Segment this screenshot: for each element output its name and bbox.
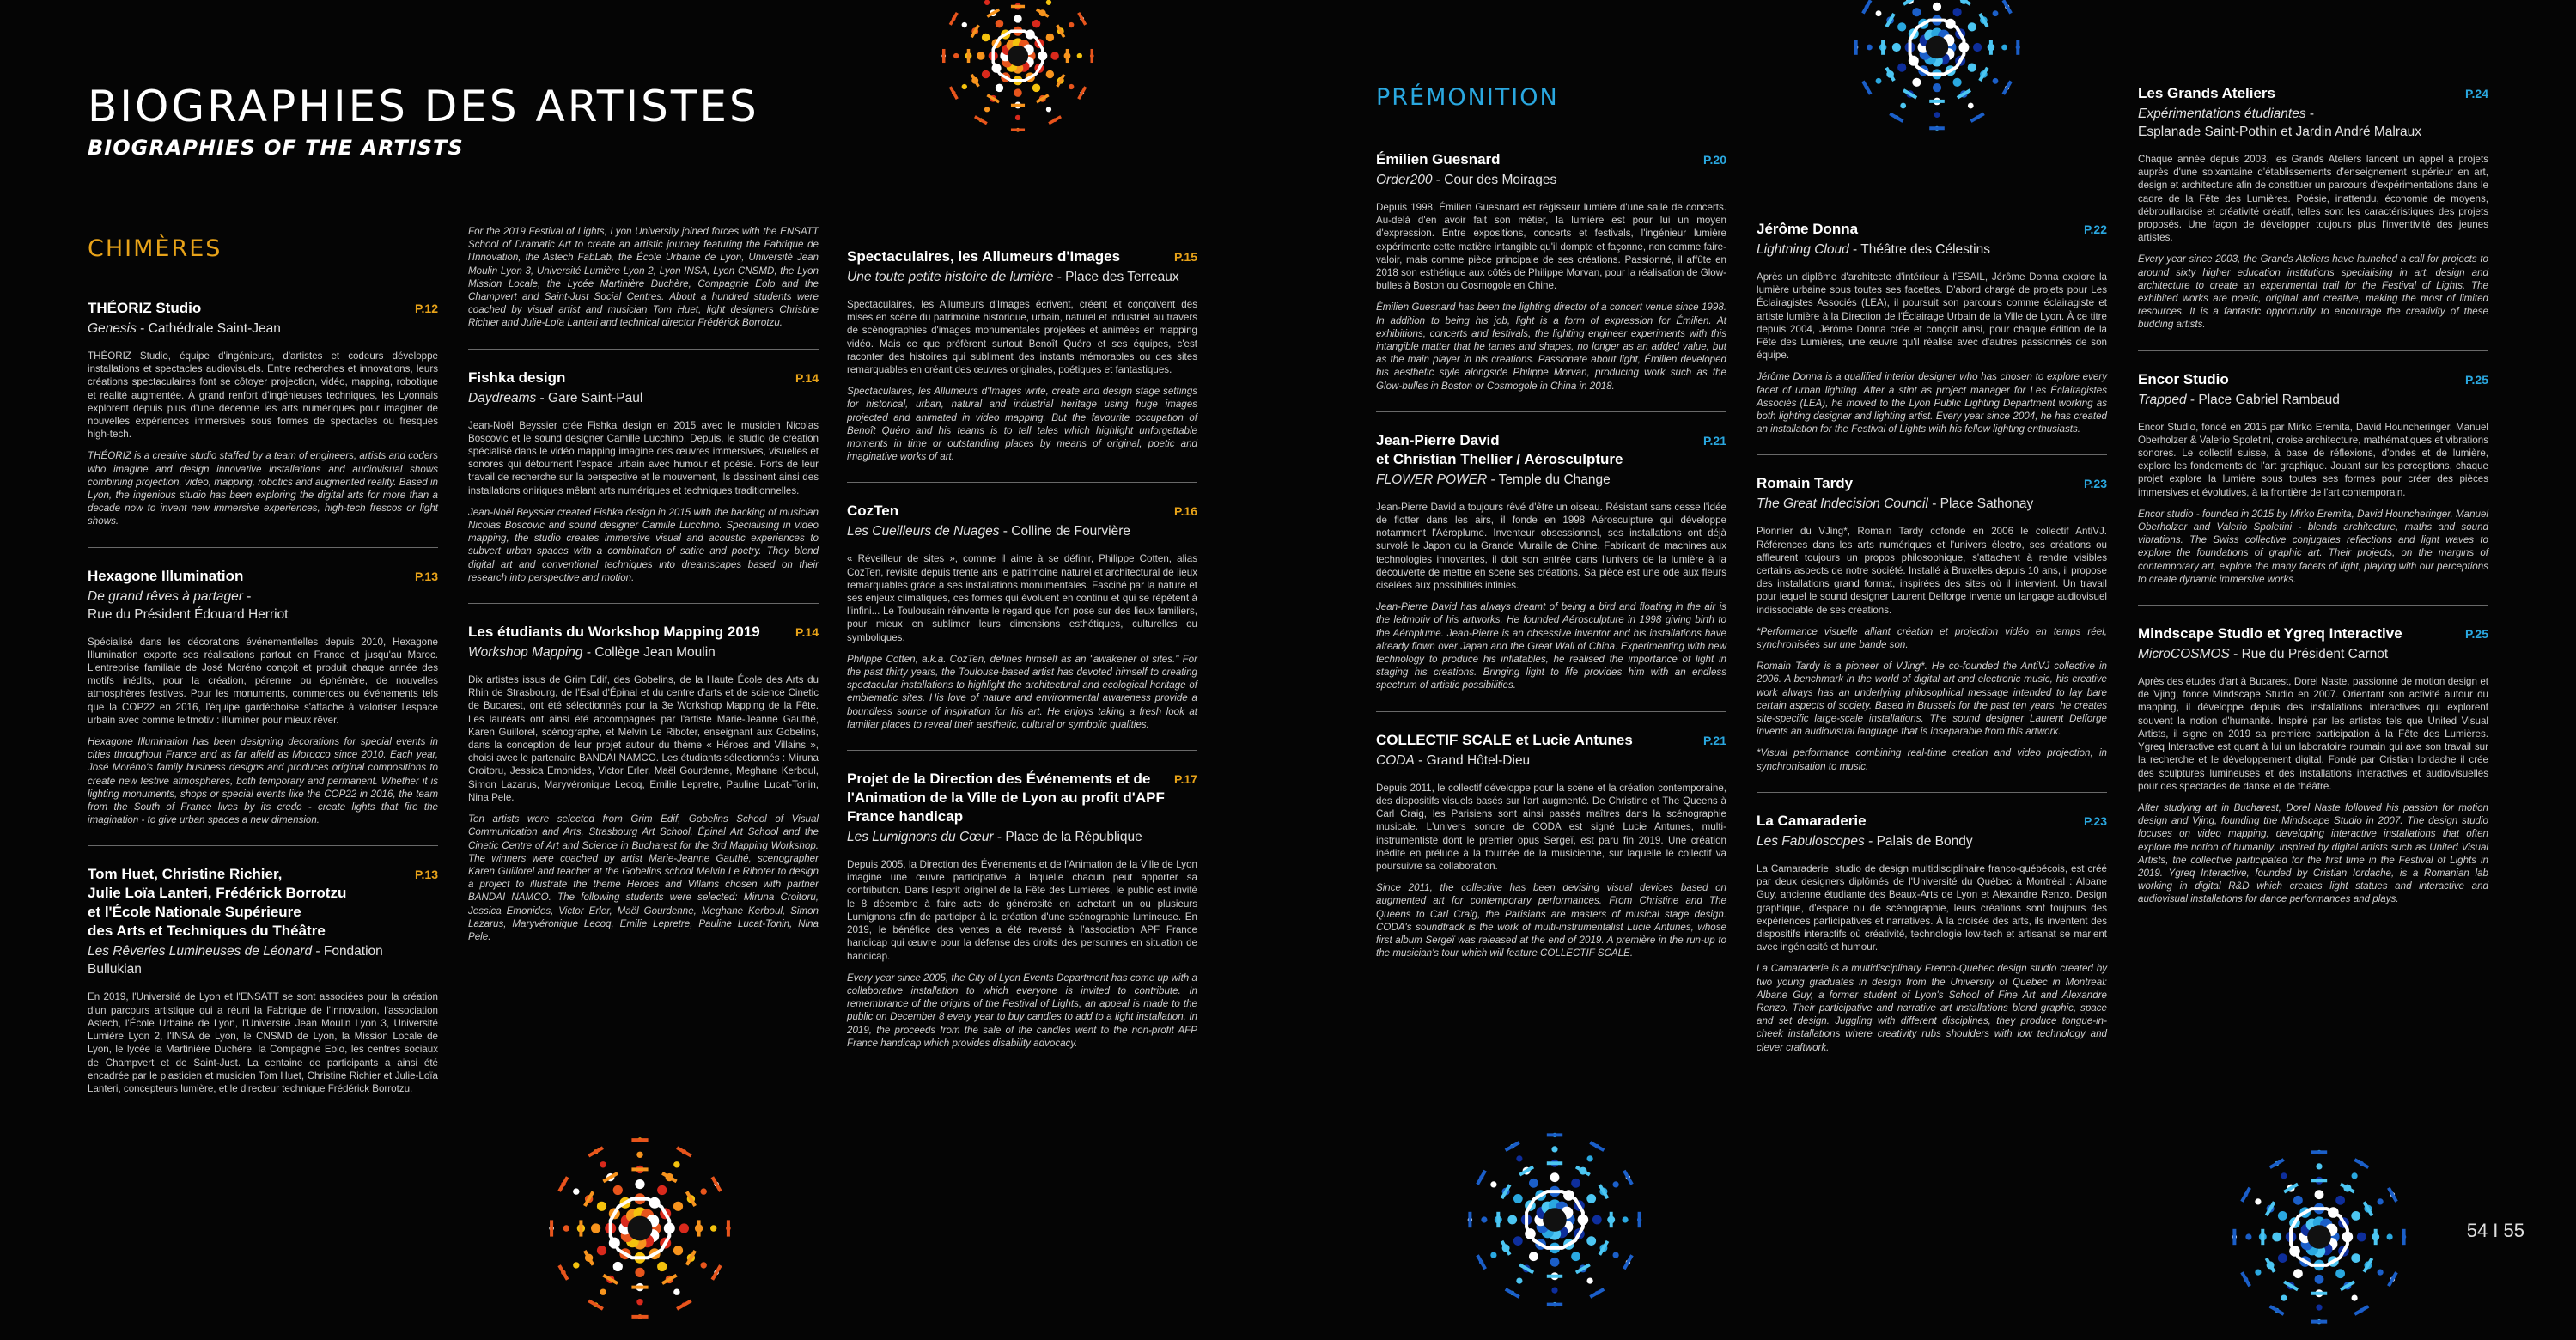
artist-entry — [1376, 711, 1726, 960]
entry-header — [1757, 220, 2107, 239]
artist-entry — [847, 482, 1197, 731]
artist-entry — [468, 349, 819, 584]
artist-name: Hexagone Illumination — [88, 567, 244, 584]
artwork-place: - Palais de Bondy — [1864, 833, 1973, 849]
bio-english: Ten artists were selected from Grim Edif, Gobelins School of Visual Communication and Arts, Strasbourg Art School, Épinal Art School and the Cinetic Centre of Art and Science in Bucharest for the 3rd Mapping Workshop. The winners were coached by artist Marie-Jeanne Gauthé, scenographer Karen Guillorel and teacher at the Gobelins school Melvin Le Riboter to design a project to illustrate the theme Heroes and Villains chosen with partner BANDAI NAMCO. The following students were selected: Miruna Croitoru, Jessica Emonides, Victor Erler, Maël Gourdenne, Meghane Kerboul, Simon Lazarus, Maryvéronique Lecoq, Emilie Lepretre, Pauline Lucat-Tonin, Nina Pele. — [468, 813, 819, 942]
section-title-premonition: PRÉMONITION — [1376, 84, 1559, 111]
artist-entry — [468, 225, 819, 330]
page-reference: P.25 — [2465, 627, 2488, 642]
artwork-place: - Place Sathonay — [1927, 496, 2034, 512]
artist-name: Mindscape Studio et Ygreq Interactive — [2138, 625, 2402, 643]
artwork-place: - Rue du Président Édouard Herriot — [88, 588, 289, 622]
artist-entry — [1757, 792, 2107, 1054]
artist-entry — [88, 299, 438, 528]
artwork-title: Workshop Mapping — [468, 645, 583, 661]
bio-french: Depuis 2005, la Direction des Événements et de l'Animation de la Ville de Lyon imagine une œuvre participative à laquelle chacun peut apporter sa contribution. Dans l'esprit originel de la Fête des Lumières, le public est invité le 8 décembre à faire acte de générosité en achetant un ou plusieurs Lumignons afin de participer à la création d'une scénographie lumineuse. En 2019, le bénéfice des ventes a été reversé à l'association APF France handicap qui œuvre pour la défense des droits des personnes en situation de handicap. — [847, 859, 1197, 962]
bio-french: Dix artistes issus de Grim Edif, des Gobelins, de la Haute École des Arts du Rhin de Strasbourg, de l'Esal d'Épinal et du centre d'arts et de science Cinetic de Bucarest, ont été sélectionnés pour la 3e Workshop Mapping de la Fête. Les lauréats ont ainsi été accompagnés par l'artiste Marie-Jeanne Gauthé, Karen Guillorel, scénographe, et Melvin Le Riboter, enseignant aux Gobelins, dans la conception de leur projet autour du thème « Héroes and Villains », choisi avec le partenaire BANDAI NAMCO. Les étudiants sélectionnés : Miruna Croitoru, Jessica Emonides, Victor Erler, Maël Gourdenne, Meghane Kerboul, Simon Lazarus, Maryvéronique Lecoq, Emilie Lepretre, Pauline Lucat-Tonin, Nina Pele. — [468, 674, 819, 803]
page-reference: P.24 — [2465, 87, 2488, 100]
artist-entry — [468, 603, 819, 943]
entry-header — [1376, 150, 1726, 169]
artist-entry — [2138, 84, 2488, 332]
artwork-title: Les Fabuloscopes — [1757, 833, 1865, 849]
artwork-title: Trapped — [2138, 392, 2187, 407]
page-reference: P.14 — [795, 625, 819, 640]
page-reference: P.16 — [1174, 504, 1197, 519]
artwork-place: - Rue du Président Carnot — [2229, 647, 2389, 662]
entry-header — [847, 502, 1197, 521]
artist-name: Tom Huet, Christine Richier, Julie Loïa Lanteri, Frédérick Borrotzu et l'École Nationale Supérieure des Arts et Techniques du Théâtre — [88, 866, 347, 940]
entry-header — [847, 770, 1197, 826]
snowflake-blue-bottom-right — [2216, 1134, 2422, 1340]
entry-header — [1376, 731, 1726, 750]
page-reference: P.23 — [2084, 477, 2107, 491]
artwork-title: Daydreams — [468, 390, 537, 405]
artwork-location — [847, 268, 1197, 286]
artist-name: Spectaculaires, les Allumeurs d'Images — [847, 248, 1121, 265]
artwork-place: - Place des Terreaux — [1053, 270, 1179, 284]
artist-name: Jérôme Donna — [1757, 221, 1859, 237]
section-title-chimeres: CHIMÈRES — [88, 235, 222, 262]
column-5 — [1757, 220, 2107, 1073]
entry-header — [88, 567, 438, 586]
column-4 — [1376, 150, 1726, 978]
entry-header — [88, 299, 438, 318]
snowflake-blue-bottom — [1452, 1117, 1658, 1323]
bio-english: Émilien Guesnard has been the lighting director of a concert venue since 1998. In addition to being his job, light is a form of expression for Émilien. At exhibitions, concerts and festivals, the lighting engineer experiments with this intangible matter that he tames and shapes, no longer as an added value, but as the main player in his creations. Passionate about light, Émilien developed his aesthetic style alongside Philippe Morvan, producing work such as the Glow-bulles in Boston or Cosmogole in China in 2018. — [1376, 302, 1726, 392]
snowflake-orange-top — [915, 0, 1121, 146]
page-reference: P.23 — [2084, 813, 2107, 828]
page-number: 54 I 55 — [2466, 1220, 2524, 1241]
artist-name: La Camaraderie — [1757, 812, 1867, 829]
bio-english: THÉORIZ is a creative studio staffed by a team of engineers, artists and coders who imagine and design innovative installations and audiovisual shows combining projection, video, mapping, robotics and augmented reality. Based in Lyon, the ingenious studio has been exploring the digital arts for more than a decade now to invent new immersive experiences, high-tech frescos or light shows. — [88, 450, 438, 527]
artwork-location — [88, 942, 438, 978]
footnote-english: *Visual performance combining real-time creation and video projection, in synchronisation to music. — [1757, 747, 2107, 772]
artwork-title: Les Lumignons du Cœur — [847, 830, 994, 845]
entry-header — [468, 623, 819, 642]
snowflake-orange-bottom — [533, 1121, 747, 1336]
entry-header — [1757, 812, 2107, 831]
artist-name: Jean-Pierre David et Christian Thellier / Aérosculpture — [1376, 431, 1623, 467]
snowflake-blue-top — [1838, 0, 2036, 146]
artist-entry — [1757, 220, 2107, 436]
artist-entry — [847, 750, 1197, 1050]
bio-french: Jean-Pierre David a toujours rêvé d'être un oiseau. Résistant sans cesse l'idée de flotter dans les airs, il fonde en 1998 Aérosculpture qui développe notamment l'Aéroplume. Inventeur obsessionnel, ses installations ont déjà survolé le Japon ou la Grande Muraille de Chine. Fabricant de machines aux technologies innovantes, il doit son entrée dans l'univers de la lumière à la découverte de mettre en scène ses créations. Sa pièce est une ode aux fleurs ciselées aux possibilités infinies. — [1376, 501, 1726, 592]
artwork-location — [2138, 105, 2488, 141]
artist-entry — [1757, 454, 2107, 772]
bio-english: After studying art in Bucharest, Dorel Naste followed his passion for motion design and Vjing, founding the Mindscape Studio in 2007. The design studio focuses on video mapping, developing interactive installations that often explore the notion of humanity. Inspired by digital artists such as United Visual Artists, the collective participated for the first time in the Festival of Lights in 2019. Ygreq Interactive, founded by Cristian Iordache, is a Romanian lab working in digital R&D which creates light statues and interactive and audiovisual installations for dance performances and plays. — [2138, 801, 2488, 905]
artwork-location — [1757, 495, 2107, 513]
bio-french: Chaque année depuis 2003, les Grands Ateliers lancent un appel à projets auprès d'une soixantaine d'établissements d'enseignement supérieur en art, design et architecture afin de constituer un parcours d'expérimentations dans le cadre de la Fête des Lumières. Poésie, inattendu, économie de moyens, débrouillardise et créativité créatif, telles sont les caractéristiques des projets proposés. Une façon de développer toujours plus l'inventivité des jeunes artistes. — [2138, 154, 2488, 244]
artwork-title: Order200 — [1376, 173, 1433, 187]
bio-english: Hexagone Illumination has been designing decorations for special events in cities throughout France and as far afield as Morocco since 2010. Each year, José Moréno's family business designs and produces original compositions to create new festive atmospheres, both temporary and permanent. Whether it is lighting monuments, shops or special events like the COP22 in 2016, the team from the South of France lives by its credo - create lights that fire the imagination - to give urban spaces a new dimension. — [88, 736, 438, 826]
artist-name: CozTen — [847, 502, 899, 520]
artwork-location — [1376, 171, 1726, 189]
page-reference: P.12 — [415, 302, 438, 315]
artwork-place: - Collège Jean Moulin — [582, 645, 716, 661]
artist-name: Projet de la Direction des Événements et de l'Animation de la Ville de Lyon au profit d'APF France handicap — [847, 770, 1165, 825]
artwork-place: - Place Gabriel Rambaud — [2186, 392, 2340, 407]
artist-entry — [2138, 605, 2488, 905]
bio-french: La Camaraderie, studio de design multidisciplinaire franco-québécois, est créé par deux designers diplômés de l'Université du Québec à Montréal : Albane Guy, ancienne étudiante des Beaux-Arts de Lyon et Alexandre Renzo. Design graphique, d'espace ou de scénographie, leurs créations sont toujours des expériences participatives et narratives. À la croisée des arts, ils inventent des dispositifs interactifs où créativité, technologie low-tech et artisanat se marient avec ingéniosité et humour. — [1757, 862, 2107, 953]
artist-name: Les Grands Ateliers — [2138, 85, 2275, 101]
bio-english: Encor studio - founded in 2015 by Mirko Eremita, David Houncheringer, Manuel Oberholzer and Valerio Spoletini - blends architecture, maths and sound vibrations. The Swiss collective conjugates reflections and light waves to explore the foundations of graphic art. Their projects, on the margins of contemporary art, explore the many facets of light, playing with our perceptions to create dynamic immersive works. — [2138, 508, 2488, 585]
artwork-title: Les Cueilleurs de Nuages — [847, 524, 1000, 539]
artist-entry — [1376, 150, 1726, 393]
artist-name: Les étudiants du Workshop Mapping 2019 — [468, 624, 760, 641]
page-reference: P.22 — [2084, 222, 2107, 236]
page-reference: P.14 — [795, 370, 819, 385]
artwork-title: De grand rêves à partager — [88, 588, 243, 604]
bio-english: La Camaraderie is a multidisciplinary French-Quebec design studio created by two young graduates in design from the University of Quebec in Montreal: Albane Guy, a former student of Lyon's School of Fine Art and Alexandre Renzo. Their participative and narrative art installations blend graphic, space and set design. Juggling with different disciplines, they produce tongue-in-cheek installations where creativity rubs shoulders with low technology and clever craftwork. — [1757, 963, 2107, 1053]
footnote-french: *Performance visuelle alliant création et projection vidéo en temps réel, synchronisées sur une bande son. — [1757, 625, 2107, 651]
bio-english: Jean-Pierre David has always dreamt of being a bird and floating in the air is the leitmotiv of his artworks. He founded Aérosculpture in 1998 giving birth to the Aéroplume. Jean-Pierre is an obsessive inventor and his installations have already flown over Japan and the Great Wall of China. Experimenting with new technology to produce his inflatables, he realised the importance of light in staging his creations. Bringing light to life provides him with an endless spectrum of artistic possibilities. — [1376, 601, 1726, 691]
artwork-location — [1757, 832, 2107, 850]
artwork-place: - Gare Saint-Paul — [536, 390, 643, 405]
bio-english: For the 2019 Festival of Lights, Lyon University joined forces with the ENSATT School of Dramatic Art to create an artistic journey featuring the Fabrique de l'Innovation, the Astech FabLab, the École Urbaine de Lyon, Université Jean Moulin Lyon 3, Université Lumière Lyon 2, Lyon INSA, Lyon CNSMD, the Lyon Mission Locale, the Lycée Martinière Duchère, Compagnie Eolo and the Champvert and Saint-Just Social Centres. About a hundred students were coached by visual artist and musician Tom Huet, light designers Christine Richier and Julie-Loïa Lanteri and technical director Frédérick Borrotzu. — [468, 226, 819, 329]
entry-header — [2138, 624, 2488, 643]
bio-french: Après des études d'art à Bucarest, Dorel Naste, passionné de motion design et de Vjing, fonde Mindscape Studio en 2007. Orientant son activité autour du mapping, il développe depuis des installations interactives qui explorent souvent la notion d'humanité. Inspiré par les artistes tels que United Visual Artists, il signe en 2019 sa première participation à la Fête des Lumières. Ygreq Interactive est quant à lui un laboratoire roumain qui axe son travail sur la recherche et le développement digital. Fondé par Cristian Iordache il crée des sculptures lumineuses et des installations interactives et audiovisuelles pour des spectacles de danse et de théâtre. — [2138, 676, 2488, 792]
entry-header — [88, 865, 438, 941]
page-subtitle: BIOGRAPHIES OF THE ARTISTS — [88, 136, 464, 160]
artwork-location — [88, 588, 438, 624]
artwork-place: - Esplanade Saint-Pothin et Jardin André Malraux — [2138, 107, 2422, 139]
page-title: BIOGRAPHIES DES ARTISTES — [88, 82, 759, 131]
bio-french: Depuis 2011, le collectif développe pour la scène et la création contemporaine, des dispositifs visuels basés sur l'art augmenté. De Christine et The Queens à Carl Craig, les Parisiens sont ainsi passés maîtres dans la scénographie musicale. L'univers sonore de CODA est signé Lucie Antunes, multi-instrumentiste dont le premier opus Sergeï, est paru fin 2019. Une création inédite en prélude à la tournée de la musicienne, sur laquelle le collectif va poursuivre sa collaboration. — [1376, 782, 1726, 872]
artist-name: Encor Studio — [2138, 370, 2229, 387]
artwork-title: Les Rêveries Lumineuses de Léonard — [88, 944, 313, 959]
artwork-place: - Théâtre des Célestins — [1848, 242, 1990, 257]
bio-french: Jean-Noël Beyssier crée Fishka design en 2015 avec le musicien Nicolas Boscovic et le sound designer Camille Lucchino. Depuis, le studio de création spécialisé dans le vidéo mapping imagine des œuvres immersives, visuelles et sonores qui détournent l'espace urbain avec humour et poésie. Forts de leur travail de recherche sur la perspective et le mouvement, ils dessinent ainsi des installations oniriques mêlant arts numériques et techniques traditionnelles. — [468, 419, 819, 496]
entry-header — [1376, 431, 1726, 469]
bio-english: Every year since 2005, the City of Lyon Events Department has come up with a collaborative installation to which everyone is invited to contribute. In remembrance of the origins of the Festival of Lights, an appeal is made to the public on December 8 every year to buy candles to add to a light installation. In 2019, the proceeds from the sale of the candles went to the non-profit AFP France handicap which provides disability advocacy. — [847, 971, 1197, 1049]
artist-entry — [88, 845, 438, 1095]
artwork-title: Lightning Cloud — [1757, 242, 1849, 257]
page-reference: P.13 — [415, 868, 438, 882]
artwork-place: - Cathédrale Saint-Jean — [136, 321, 281, 336]
bio-french: Après un diplôme d'architecte d'intérieur à l'ESAIL, Jérôme Donna explore la lumière urbaine sous toutes ses facettes. D'abord chargé de projets pour Les Éclairagistes Associés (LEA), il poursuit son parcours comme éclairagiste et artiste lumière à la Direction de l'Éclairage Urbain de la Ville de Lyon. À ce titre depuis 2004, Jérôme Donna crée et conçoit ainsi, pour chaque édition de la Fête des Lumières, une œuvre qu'il réalise avec d'autres passionnés de son équipe. — [1757, 271, 2107, 362]
entry-header — [2138, 370, 2488, 389]
entry-header — [1757, 474, 2107, 493]
artwork-location — [1757, 241, 2107, 259]
bio-english: Jérôme Donna is a qualified interior designer who has chosen to explore every facet of urban lighting. After a stint as project manager for Les Éclairagistes Associés (LEA), he moved to the Lyon Public Lighting Department working as both lighting designer and lighting artist. Every year since 2004, he has created an installation for the Festival of Lights with his fellow lighting enthusiasts. — [1757, 371, 2107, 436]
bio-english: Spectaculaires, les Allumeurs d'Images write, create and design stage settings for historical, urban, natural and industrial heritage using huge images projected and animated in video mapping. But the favourite occupation of Benoît Quéro and his teams is to tell tales which highlight unforgettable moments in time or outstanding places by means of original, poetic and imaginative works of art. — [847, 386, 1197, 463]
artist-entry — [88, 547, 438, 827]
artwork-location — [468, 389, 819, 407]
artwork-title: Une toute petite histoire de lumière — [847, 270, 1054, 284]
artwork-place: - Colline de Fourvière — [999, 524, 1130, 539]
column-1 — [88, 299, 438, 1114]
artist-name: Fishka design — [468, 368, 566, 386]
artwork-location — [88, 320, 438, 338]
artist-entry — [2138, 350, 2488, 586]
bio-french: « Réveilleur de sites », comme il aime à se définir, Philippe Cotten, alias CozTen, revisite depuis trente ans le patrimoine naturel et architectural de lieux remarquables grâce à ses installations monumentales. Fasciné par la nature et ses enjeux climatiques, ces formes qui évoluent en continu et qui se répètent à l'infini... Le Toulousain réinvente le regard que l'on pose sur des lieux familiers, pour mieux en sublimer leurs dimensions esthétiques, culturelles ou symboliques. — [847, 553, 1197, 643]
artwork-place: - Grand Hôtel-Dieu — [1414, 752, 1531, 768]
bio-french: Spectaculaires, les Allumeurs d'Images écrivent, créent et conçoivent des mises en scène du patrimoine historique, urbain, naturel et industriel au travers de scénographies d'images monumentales projetées et animées en mapping vidéo. Mais ce que préfèrent surtout Benoît Quéro et ses équipes, c'est raconter des histoires qui subliment des instants mémorables ou des sites remarquables en créant des œuvres originales, poétiques et fantastiques. — [847, 299, 1197, 376]
artist-name: Émilien Guesnard — [1376, 151, 1501, 168]
artist-entry — [1376, 411, 1726, 692]
bio-french: THÉORIZ Studio, équipe d'ingénieurs, d'artistes et codeurs développe installations et spectacles audiovisuels. Entre recherches et innovations, leurs créations spectaculaires font se côtoyer projection, vidéo, mapping, robotique et réalité augmentée. À grand renfort d'ingénieuses techniques, les Lyonnais explorent depuis plus d'une décennie les arts numériques pour imaginer de nouvelles expériences immersives sous formes de spectacles ou fresques high-tech. — [88, 350, 438, 441]
artist-name: COLLECTIF SCALE et Lucie Antunes — [1376, 731, 1633, 748]
artist-name: THÉORIZ Studio — [88, 300, 202, 316]
page-reference: P.17 — [1174, 772, 1197, 787]
entry-header — [468, 368, 819, 387]
artwork-place: - Temple du Change — [1487, 472, 1611, 487]
artwork-location — [1376, 471, 1726, 489]
artwork-title: FLOWER POWER — [1376, 472, 1488, 487]
artwork-place: - Fondation Bullukian — [88, 944, 383, 978]
artwork-place: - Place de la République — [993, 830, 1142, 845]
bio-english: Philippe Cotten, a.k.a. CozTen, defines himself as an "awakener of sites." For the past thirty years, the Toulouse-based artist has devoted himself to creating spectacular installations to highlight the architectural and ecological heritage of emblematic sites. His love of nature and environmental awareness provide a boundless source of inspiration for his art. He enjoys taking a fresh look at familiar places to reveal their aesthetic, cultural or symbolic qualities. — [847, 653, 1197, 730]
artwork-title: CODA — [1376, 752, 1415, 768]
page-reference: P.15 — [1174, 250, 1197, 264]
bio-french: Spécialisé dans les décorations événementielles depuis 2010, Hexagone Illumination exporte ses réalisations partout en France et jusqu'au Maroc. L'entreprise familiale de José Moréno conçoit et produit chaque année des motifs inédits, pour la création, pérenne ou éphémère, de nouvelles atmosphères festives. Pour les monuments, commerces ou événements tels que la COP22 en 2016, l'équipe gardéchoise s'attache à valoriser l'espace urbain avec comme leitmotiv : illuminer pour mieux rêver. — [88, 636, 438, 726]
bio-french: Pionnier du VJing*, Romain Tardy cofonde en 2006 le collectif AntiVJ. Références dans les arts numériques et l'univers électro, ses créations ou affleurent toujours un propos philosophique, s'attachent à rendre visibles certains aspects de notre société. Installé à Bruxelles depuis 10 ans, il propose des installations grand format, inspirées des sites où il intervient. Un travail pour lequel le sound designer Laurent Delforge invente un langage audiovisuel indissociable de ses créations. — [1757, 526, 2107, 616]
artwork-title: Genesis — [88, 321, 137, 336]
artwork-place: - Cour des Moirages — [1432, 173, 1557, 187]
artwork-location — [847, 522, 1197, 540]
page-reference: P.21 — [1703, 733, 1726, 747]
bio-english: Every year since 2003, the Grands Ateliers have launched a call for projects to around sixty higher education institutions specialising in art, design and architecture to create an experimental trail for the Festival of Lights. The exhibited works are poetic, original and creative, making the most of limited resources. It is a fantastic opportunity to encourage the creativity of these budding artists. — [2138, 253, 2488, 331]
page-reference: P.25 — [2465, 372, 2488, 387]
bio-french: Encor Studio, fondé en 2015 par Mirko Eremita, David Houncheringer, Manuel Oberholzer & Valerio Spoletini, croise architecture, mathématiques et vibrations sonores. Le collectif suisse, à base de réflexions, d'ondes et de lumière, explore les fondements de l'art graphique. Jouant sur les perceptions, chaque projet explore la lumière sous toutes ses formes pour créer des pièces immersives et évolutives, à la frontière de l'art contemporain. — [2138, 421, 2488, 498]
artist-name: Romain Tardy — [1757, 475, 1854, 492]
artwork-location — [847, 828, 1197, 846]
page-reference: P.20 — [1703, 153, 1726, 167]
bio-english: Since 2011, the collective has been devising visual devices based on augmented art for contemporary performances. From Christine and The Queens to Carl Craig, the Parisians are masters of musical stage design. CODA's soundtrack is the work of multi-instrumentalist Lucie Antunes, whose first album Sergeï was released at the end of 2019. A première in the run-up to the musician's tour which will feature COLLECTIF SCALE. — [1376, 882, 1726, 959]
bio-english: Jean-Noël Beyssier created Fishka design in 2015 with the backing of musician Nicolas Boscovic and sound designer Camille Lucchino. Specialising in video mapping, the studio creates immersive visual and acoustic experiences to subvert urban spaces with a combination of satire and poetry. They blend digital art and conventional techniques into dreamscapes based on their research into perspective and motion. — [468, 506, 819, 583]
artwork-location — [2138, 391, 2488, 409]
artwork-location — [1376, 752, 1726, 770]
bio-french: En 2019, l'Université de Lyon et l'ENSATT se sont associées pour la création d'un parcours artistique qui a réuni la Fabrique de l'Innovation, l'association Astech, l'École Urbaine de Lyon, l'Université Jean Moulin Lyon 3, Université Lumière Lyon 2, l'INSA de Lyon, le CNSMD de Lyon, la Mission Locale de Lyon, le lycée la Martinière Duchère, la Compagnie Eolo, les centres sociaux de Champvert et de Saint-Just. La centaine de participants a ainsi été encadrée par le plasticien et musicien Tom Huet, Christine Richier et Julie-Loïa Lanteri, concepteurs lumière, et le directeur technique Frédérick Borrotzu. — [88, 991, 438, 1094]
bio-french: Depuis 1998, Émilien Guesnard est régisseur lumière d'une salle de concerts. Au-delà d'en avoir fait son métier, la lumière est pour lui un moyen d'expression. Entre expositions, concerts et festivals, l'ingénieur lumière expérimente cette matière intangible qu'il dompte et façonne, non comme faire-valoir, mais comme pièce principale de ses créations. Passionné, il affûte en 2018 son esthétique aux côtés de Philippe Morvan, pour la réalisation de Glow-bulles à Boston ou Cosmogole en Chine. — [1376, 202, 1726, 292]
column-2 — [468, 225, 819, 962]
artwork-title: MicroCOSMOS — [2138, 647, 2230, 662]
column-3 — [847, 247, 1197, 1069]
entry-header — [2138, 84, 2488, 103]
artwork-title: Expérimentations étudiantes — [2138, 107, 2306, 121]
artwork-location — [2138, 645, 2488, 663]
page-reference: P.13 — [415, 569, 438, 583]
entry-header — [847, 247, 1197, 266]
page-reference: P.21 — [1703, 433, 1726, 448]
artist-entry — [847, 247, 1197, 463]
artwork-title: The Great Indecision Council — [1757, 496, 1928, 512]
bio-english: Romain Tardy is a pioneer of VJing*. He co-founded the AntiVJ collective in 2006. A benchmark in the world of digital art and electronic music, his creative work always has an underlying philosophical message intended to lay bare certain aspects of society. Based in Brussels for the past ten years, he creates site-specific large-scale installations. The sound designer Laurent Delforge invents an audiovisual language that is inseparable from this artwork. — [1757, 661, 2107, 738]
column-6 — [2138, 84, 2488, 925]
artwork-location — [468, 643, 819, 661]
